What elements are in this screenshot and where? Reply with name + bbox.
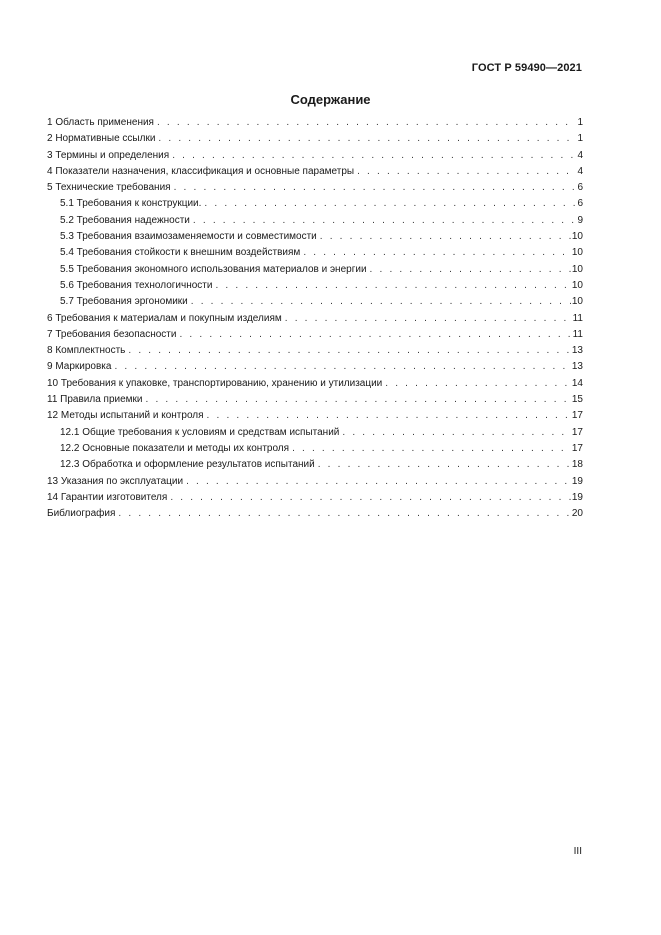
toc-entry-page: 10 [571, 279, 583, 291]
toc-subentry[interactable] [47, 229, 583, 245]
table-of-contents [47, 115, 583, 522]
toc-entry-label: 8 Комплектность [47, 345, 126, 357]
toc-entry[interactable] [47, 327, 583, 343]
toc-entry-page: 19 [571, 475, 583, 487]
toc-entry-label: 13 Указания по эксплуатации [47, 475, 184, 487]
toc-entry-page: 9 [577, 214, 583, 226]
toc-entry-page: 18 [571, 459, 583, 471]
dot-leader [158, 131, 576, 147]
page-number: III [573, 846, 582, 857]
toc-subentry[interactable] [47, 441, 583, 457]
toc-entry-page: 13 [571, 361, 583, 373]
toc-entry-label: 5.1 Требования к конструкции. [60, 198, 202, 210]
dot-leader [186, 474, 571, 490]
toc-entry-label: 3 Термины и определения [47, 149, 170, 161]
dot-leader [128, 343, 571, 359]
toc-entry-label: 7 Требования безопасности [47, 328, 177, 340]
dot-leader [118, 506, 570, 522]
toc-entry-page: 4 [577, 149, 583, 161]
toc-entry-page: 14 [571, 377, 583, 389]
toc-entry[interactable] [47, 131, 583, 147]
toc-entry-page: 1 [577, 133, 583, 145]
dot-leader [370, 262, 571, 278]
toc-entry-page: 19 [571, 491, 583, 503]
dot-leader [170, 490, 571, 506]
toc-entry-label: 14 Гарантии изготовителя [47, 491, 168, 503]
dot-leader [385, 376, 571, 392]
toc-entry-label: 9 Маркировка [47, 361, 112, 373]
toc-entry-page: 13 [571, 345, 583, 357]
dot-leader [172, 148, 576, 164]
toc-entry-page: 6 [577, 182, 583, 194]
toc-entry-label: 5.3 Требования взаимозаменяемости и совместимости [60, 231, 317, 243]
dot-leader [193, 213, 577, 229]
toc-subentry[interactable] [47, 294, 583, 310]
toc-entry-page: 1 [577, 117, 583, 128]
toc-entry-label: 2 Нормативные ссылки [47, 133, 156, 145]
dot-leader [318, 457, 571, 473]
toc-entry[interactable] [47, 148, 583, 164]
toc-entry-page: 10 [571, 247, 583, 259]
toc-entry[interactable] [47, 474, 583, 490]
dot-leader [114, 359, 570, 375]
toc-entry-label: Библиография [47, 508, 116, 520]
toc-entry-page: 11 [572, 312, 583, 324]
toc-entry-page: 17 [571, 410, 583, 422]
toc-subentry[interactable] [47, 278, 583, 294]
dot-leader [215, 278, 570, 294]
toc-entry[interactable] [47, 164, 583, 180]
toc-entry[interactable] [47, 311, 583, 327]
dot-leader [204, 196, 576, 212]
dot-leader [303, 245, 571, 261]
toc-entry-page: 17 [571, 442, 583, 454]
toc-entry[interactable] [47, 115, 583, 131]
toc-entry-page: 10 [571, 231, 583, 243]
toc-entry[interactable] [47, 392, 583, 408]
toc-subentry[interactable] [47, 457, 583, 473]
dot-leader [357, 164, 576, 180]
toc-entry[interactable] [47, 506, 583, 522]
toc-subentry[interactable] [47, 245, 583, 261]
dot-leader [157, 115, 576, 131]
toc-entry-label: 5.7 Требования эргономики [60, 296, 188, 308]
toc-entry[interactable] [47, 359, 583, 375]
dot-leader [191, 294, 571, 310]
toc-entry-page: 15 [571, 394, 583, 406]
toc-entry-label: 5.2 Требования надежности [60, 214, 190, 226]
dot-leader [292, 441, 571, 457]
toc-entry-page: 10 [571, 296, 583, 308]
dot-leader [179, 327, 571, 343]
toc-entry-label: 12.1 Общие требования к условиям и средствам испытаний [60, 426, 340, 438]
toc-subentry[interactable] [47, 213, 583, 229]
toc-entry-page: 17 [571, 426, 583, 438]
dot-leader [285, 311, 572, 327]
toc-title: Содержание [290, 92, 371, 107]
document-code: ГОСТ Р 59490—2021 [471, 62, 582, 74]
toc-entry[interactable] [47, 180, 583, 196]
toc-entry-label: 12.3 Обработка и оформление результатов испытаний [60, 459, 315, 471]
dot-leader [174, 180, 577, 196]
toc-entry-page: 4 [577, 165, 583, 177]
toc-entry-label: 6 Требования к материалам и покупным изделиям [47, 312, 282, 324]
toc-entry[interactable] [47, 490, 583, 506]
toc-entry-label: 4 Показатели назначения, классификация и основные параметры [47, 165, 355, 177]
dot-leader [342, 425, 571, 441]
dot-leader [207, 408, 571, 424]
toc-entry-label: 5.6 Требования технологичности [60, 279, 213, 291]
toc-entry-page: 10 [571, 263, 583, 275]
toc-entry-label: 1 Область применения [47, 117, 154, 128]
dot-leader [146, 392, 571, 408]
toc-entry-label: 11 Правила приемки [47, 394, 143, 406]
toc-entry-label: 5.4 Требования стойкости к внешним воздействиям [60, 247, 301, 259]
toc-entry-label: 5 Технические требования [47, 182, 171, 194]
toc-entry[interactable] [47, 408, 583, 424]
toc-entry-label: 12.2 Основные показатели и методы их контроля [60, 442, 290, 454]
toc-entry-page: 6 [577, 198, 583, 210]
toc-entry-page: 11 [572, 328, 583, 340]
toc-subentry[interactable] [47, 425, 583, 441]
toc-entry-page: 20 [571, 508, 583, 520]
toc-entry-label: 12 Методы испытаний и контроля [47, 410, 204, 422]
toc-entry-label: 5.5 Требования экономного использования материалов и энергии [60, 263, 367, 275]
toc-subentry[interactable] [47, 262, 583, 278]
toc-entry-label: 10 Требования к упаковке, транспортированию, хранению и утилизации [47, 377, 383, 389]
toc-entry[interactable] [47, 376, 583, 392]
toc-entry[interactable] [47, 343, 583, 359]
dot-leader [320, 229, 571, 245]
toc-subentry[interactable] [47, 196, 583, 212]
